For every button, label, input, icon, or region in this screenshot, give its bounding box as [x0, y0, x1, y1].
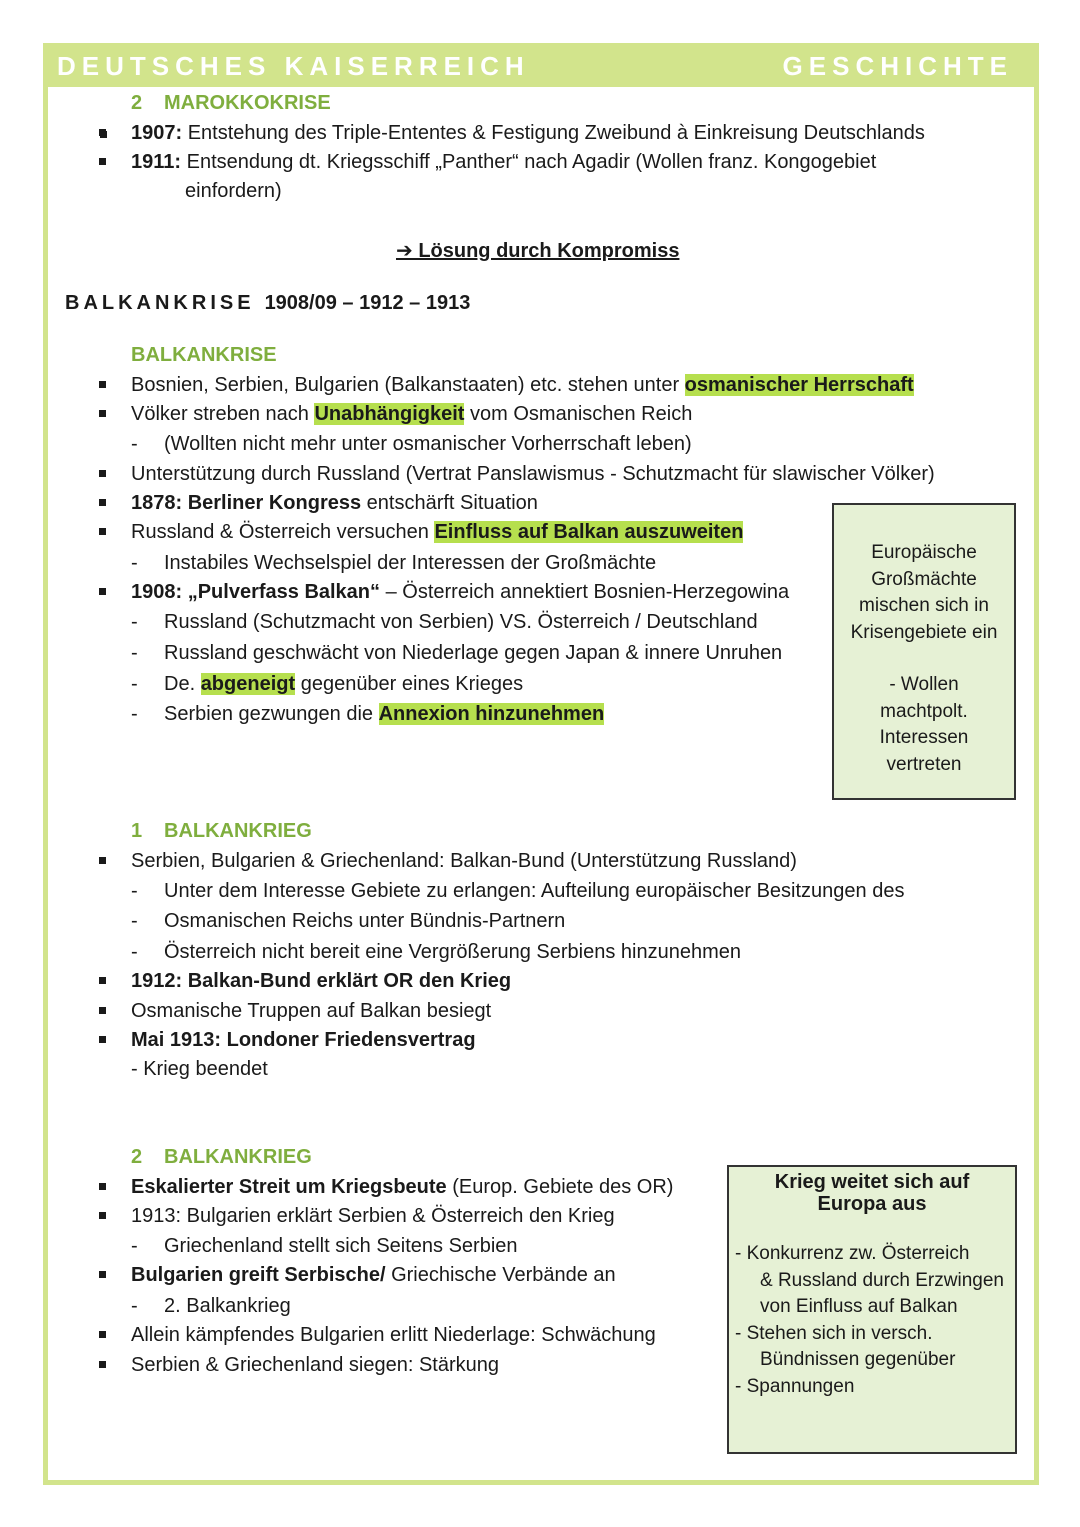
- bullet-icon: [99, 857, 106, 864]
- dash-icon: -: [131, 642, 138, 664]
- bullet-icon: [99, 381, 106, 388]
- list-item: Osmanische Truppen auf Balkan besiegt: [131, 1000, 492, 1022]
- list-item: 1907: Entstehung des Triple-Ententes & Festigung Zweibund à Einkreisung Deutschlands: [131, 122, 925, 144]
- section-title-marokkokrise: 2 MAROKKOKRISE: [131, 92, 331, 114]
- list-subitem: Instabiles Wechselspiel der Interessen der Großmächte: [164, 552, 657, 574]
- section-title-balkankrise: BALKANKRISE: [131, 344, 277, 366]
- list-subitem: Serbien gezwungen die Annexion hinzunehmen: [164, 703, 605, 725]
- dash-icon: -: [131, 673, 138, 695]
- bullet-icon: [99, 1036, 106, 1043]
- list-item: Völker streben nach Unabhängigkeit vom Osmanischen Reich: [131, 403, 693, 425]
- bullet-icon: [99, 588, 106, 595]
- header-bar: [43, 43, 1039, 87]
- list-item: Unterstützung durch Russland (Vertrat Panslawismus - Schutzmacht für slawischer Völker): [131, 463, 935, 485]
- bullet-icon: [99, 1271, 106, 1278]
- bullet-icon: [99, 1331, 106, 1338]
- dash-icon: -: [131, 433, 138, 455]
- bullet-icon: [99, 977, 106, 984]
- list-item-continuation: einfordern): [185, 180, 282, 202]
- note-box-krieg-europa: Krieg weitet sich auf Europa aus - Konkurrenz zw. Österreich & Russland durch Erzwingen von Einfluss auf Balkan - Stehen sich in versch. Bündnissen gegenüber - Spannungen: [727, 1165, 1017, 1454]
- bullet-icon: [99, 470, 106, 477]
- list-item: 1908: „Pulverfass Balkan“ – Österreich annektiert Bosnien-Herzegowina: [131, 581, 790, 603]
- list-subitem: Griechenland stellt sich Seitens Serbien: [164, 1235, 518, 1257]
- list-subitem: - Krieg beendet: [131, 1058, 268, 1080]
- dash-icon: -: [131, 910, 138, 932]
- list-item: Eskalierter Streit um Kriegsbeute (Europ. Gebiete des OR): [131, 1176, 674, 1198]
- section-title-balkankrieg-1: 1 BALKANKRIEG: [131, 820, 312, 842]
- conclusion-text: ➔ Lösung durch Kompromiss: [396, 240, 680, 262]
- list-subitem: (Wollten nicht mehr unter osmanischer Vorherrschaft leben): [164, 433, 692, 455]
- list-item: Bulgarien greift Serbische/ Griechische Verbände an: [131, 1264, 616, 1286]
- dash-icon: -: [131, 703, 138, 725]
- list-subitem: Österreich nicht bereit eine Vergrößerung Serbiens hinzunehmen: [164, 941, 741, 963]
- bullet-icon: [99, 528, 106, 535]
- bullet-icon: [99, 1212, 106, 1219]
- chapter-heading: BALKANKRISE 1908/09 – 1912 – 1913: [65, 292, 471, 314]
- list-subitem: Unter dem Interesse Gebiete zu erlangen: Aufteilung europäischer Besitzungen des: [164, 880, 905, 902]
- list-item: 1878: Berliner Kongress entschärft Situation: [131, 492, 538, 514]
- list-item: Serbien, Bulgarien & Griechenland: Balkan-Bund (Unterstützung Russland): [131, 850, 797, 872]
- dash-icon: -: [131, 941, 138, 963]
- list-item: Serbien & Griechenland siegen: Stärkung: [131, 1354, 500, 1376]
- list-item: Russland & Österreich versuchen Einfluss auf Balkan auszuweiten: [131, 521, 744, 543]
- dash-icon: -: [131, 880, 138, 902]
- bullet-icon: [99, 499, 106, 506]
- list-item: 1913: Bulgarien erklärt Serbien & Österreich den Krieg: [131, 1205, 615, 1227]
- bullet-icon: [99, 1183, 106, 1190]
- header-subject: GESCHICHTE: [782, 51, 1013, 81]
- dash-icon: -: [131, 1295, 138, 1317]
- list-item: 1911: Entsendung dt. Kriegsschiff „Panther“ nach Agadir (Wollen franz. Kongogebiet: [131, 151, 877, 173]
- section-title-balkankrieg-2: 2 BALKANKRIEG: [131, 1146, 312, 1168]
- note-box-grossmaechte: Europäische Großmächte mischen sich in Krisengebiete ein - Wollen machtpolt. Interessen vertreten: [832, 503, 1016, 800]
- list-subitem: Russland (Schutzmacht von Serbien) VS. Österreich / Deutschland: [164, 611, 758, 633]
- list-subitem: De. abgeneigt gegenüber eines Krieges: [164, 673, 524, 695]
- bullet-icon: [99, 410, 106, 417]
- list-item: Bosnien, Serbien, Bulgarien (Balkanstaaten) etc. stehen unter osmanischer Herrschaft: [131, 374, 914, 396]
- bullet-icon: [99, 129, 106, 136]
- list-item: 1912: Balkan-Bund erklärt OR den Krieg: [131, 970, 512, 992]
- bullet-icon: [99, 1007, 106, 1014]
- list-item: Allein kämpfendes Bulgarien erlitt Niederlage: Schwächung: [131, 1324, 656, 1346]
- list-subitem: 2. Balkankrieg: [164, 1295, 291, 1317]
- bullet-icon: [99, 158, 106, 165]
- dash-icon: -: [131, 1235, 138, 1257]
- header-topic: DEUTSCHES KAISERREICH: [57, 51, 530, 81]
- list-item: Mai 1913: Londoner Friedensvertrag: [131, 1029, 476, 1051]
- bullet-icon: [99, 1361, 106, 1368]
- list-subitem: Osmanischen Reichs unter Bündnis-Partnern: [164, 910, 566, 932]
- list-subitem: Russland geschwächt von Niederlage gegen Japan & innere Unruhen: [164, 642, 783, 664]
- dash-icon: -: [131, 611, 138, 633]
- dash-icon: -: [131, 552, 138, 574]
